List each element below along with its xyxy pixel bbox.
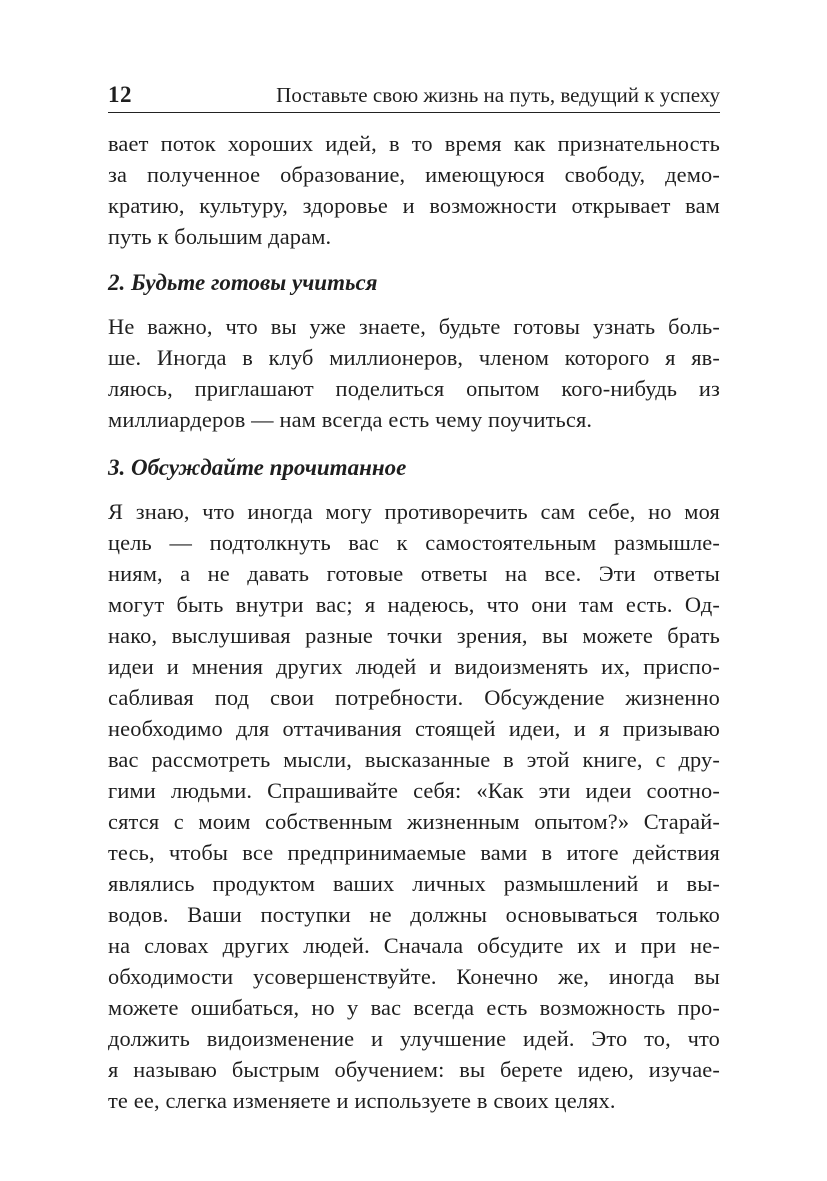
running-header [108,78,720,113]
text-line: кратию, культуру, здоровье и возможности открывает вам [108,193,720,218]
text-line: тесь, чтобы все предпринимаемые вами в итоге действия [108,840,720,865]
text-line: сятся с моим собственным жизненным опытом?» Старай- [108,809,720,834]
text-line: водов. Ваши поступки не должны основываться только [108,902,720,927]
text-line: миллиардеров — нам всегда есть чему поучиться. [108,407,593,432]
text-line: можете ошибаться, но у вас всегда есть возможность про- [108,995,720,1020]
text-line: Я знаю, что иногда могу противоречить сам себе, но моя [108,499,720,524]
text-line: я называю быстрым обучением: вы берете идею, изучае- [108,1057,720,1082]
text-line: гими людьми. Спрашивайте себя: «Как эти идеи соотно- [108,778,720,803]
paragraph-discuss-what-you-read [108,496,720,1116]
text-line: те ее, слегка изменяете и используете в своих целях. [108,1088,616,1113]
text-line: могут быть внутри вас; я надеюсь, что они там есть. Од- [108,592,720,617]
text-line: цель — подтолкнуть вас к самостоятельным размышле- [108,530,720,555]
text-line: на словах других людей. Сначала обсудите их и при не- [108,933,720,958]
text-line: идеи и мнения других людей и видоизменять их, приспо- [108,654,720,679]
paragraph-continuation [108,128,720,252]
text-line: Не важно, что вы уже знаете, будьте готовы узнать боль- [108,314,720,339]
text-line: являлись продуктом ваших личных размышлений и вы- [108,871,720,896]
text-line: ляюсь, приглашают поделиться опытом кого-нибудь из [108,376,720,401]
text-line: ниям, а не давать готовые ответы на все. Эти ответы [108,561,720,586]
text-line: вает поток хороших идей, в то время как признательность [108,131,720,156]
text-line: ше. Иногда в клуб миллионеров, членом которого я яв- [108,345,720,370]
text-line: сабливая под свои потребности. Обсуждение жизненно [108,685,720,710]
running-title: Поставьте свою жизнь на путь, ведущий к успеху [276,83,720,107]
section-heading-3: 3. Обсуждайте прочитанное [108,455,407,480]
text-line: обходимости усовершенствуйте. Конечно же, иногда вы [108,964,720,989]
page-number: 12 [108,82,132,107]
text-line: нако, выслушивая разные точки зрения, вы можете брать [108,623,720,648]
text-line: вас рассмотреть мысли, высказанные в этой книге, с дру- [108,747,720,772]
section-heading-2: 2. Будьте готовы учиться [108,270,378,295]
text-line: путь к большим дарам. [108,224,332,249]
text-line: должить видоизменение и улучшение идей. Это то, что [108,1026,720,1051]
paragraph-be-ready-to-learn [108,311,720,435]
text-line: необходимо для оттачивания стоящей идеи, и я призываю [108,716,720,741]
text-line: за полученное образование, имеющуюся свободу, демо- [108,162,720,187]
